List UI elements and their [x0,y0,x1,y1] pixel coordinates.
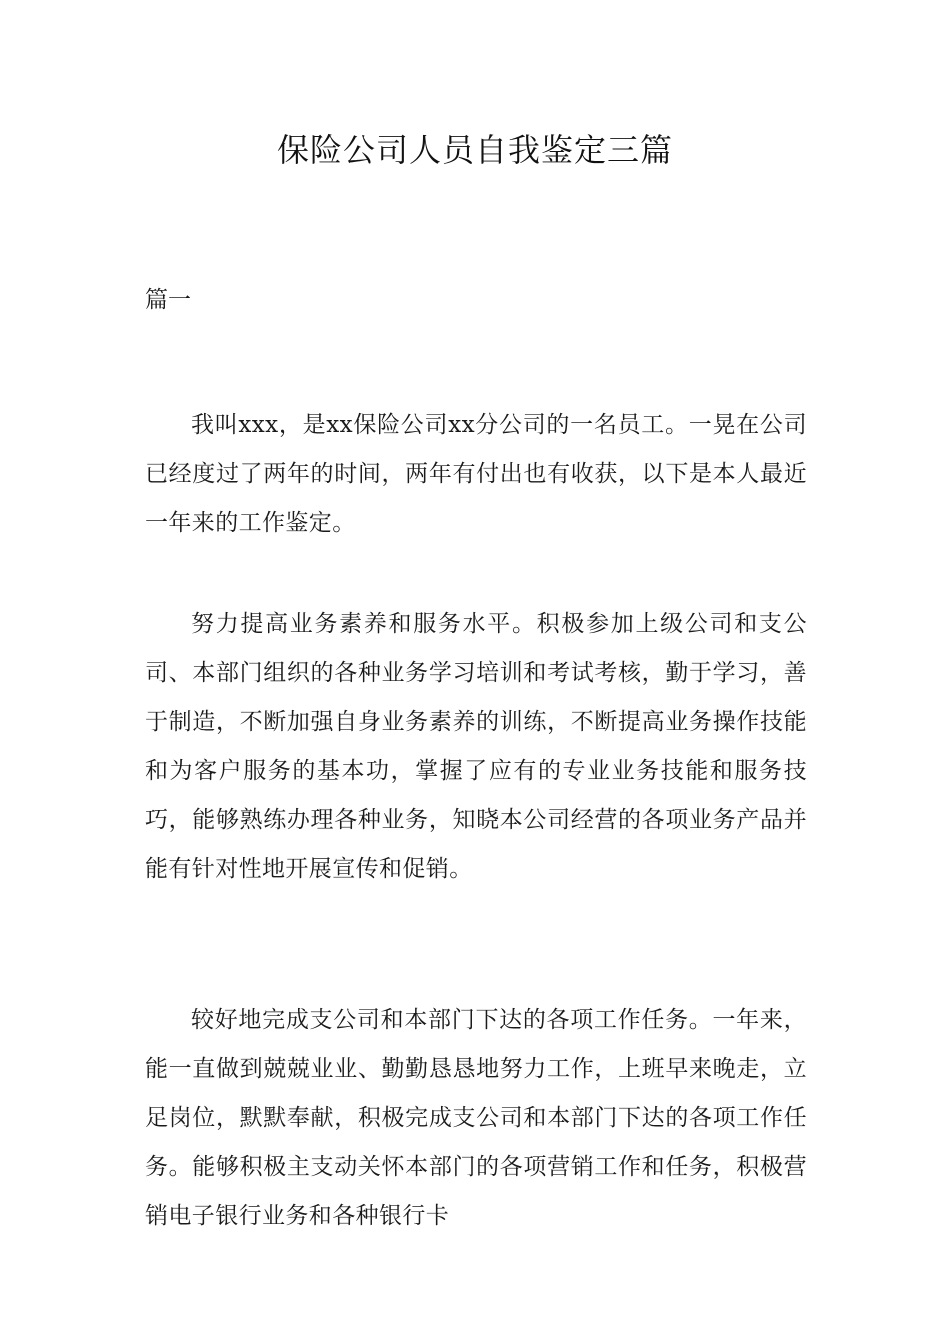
paragraph-2: 努力提高业务素养和服务水平。积极参加上级公司和支公司、本部门组织的各种业务学习培训和考试考核，勤于学习，善于制造，不断加强自身业务素养的训练，不断提高业务操作技能和为客户服务的基本功，掌握了应有的专业业务技能和服务技巧，能够熟练办理各种业务，知晓本公司经营的各项业务产品并能有针对性地开展宣传和促销。 [145,611,807,882]
section-label: 篇一 [145,287,191,313]
document-title: 保险公司人员自我鉴定三篇 [276,131,673,169]
paragraph-3: 较好地完成支公司和本部门下达的各项工作任务。一年来，能一直做到兢兢业业、勤勤恳恳地努力工作，上班早来晚走，立足岗位，默默奉献，积极完成支公司和本部门下达的各项工作任务。能够积极主支动关怀本部门的各项营销工作和任务，积极营销电子银行业务和各种银行卡 [145,1007,807,1229]
paragraph-1: 我叫xxx，是xx保险公司xx分公司的一名员工。一晃在公司已经度过了两年的时间，两年有付出也有收获，以下是本人最近一年来的工作鉴定。 [145,412,807,536]
